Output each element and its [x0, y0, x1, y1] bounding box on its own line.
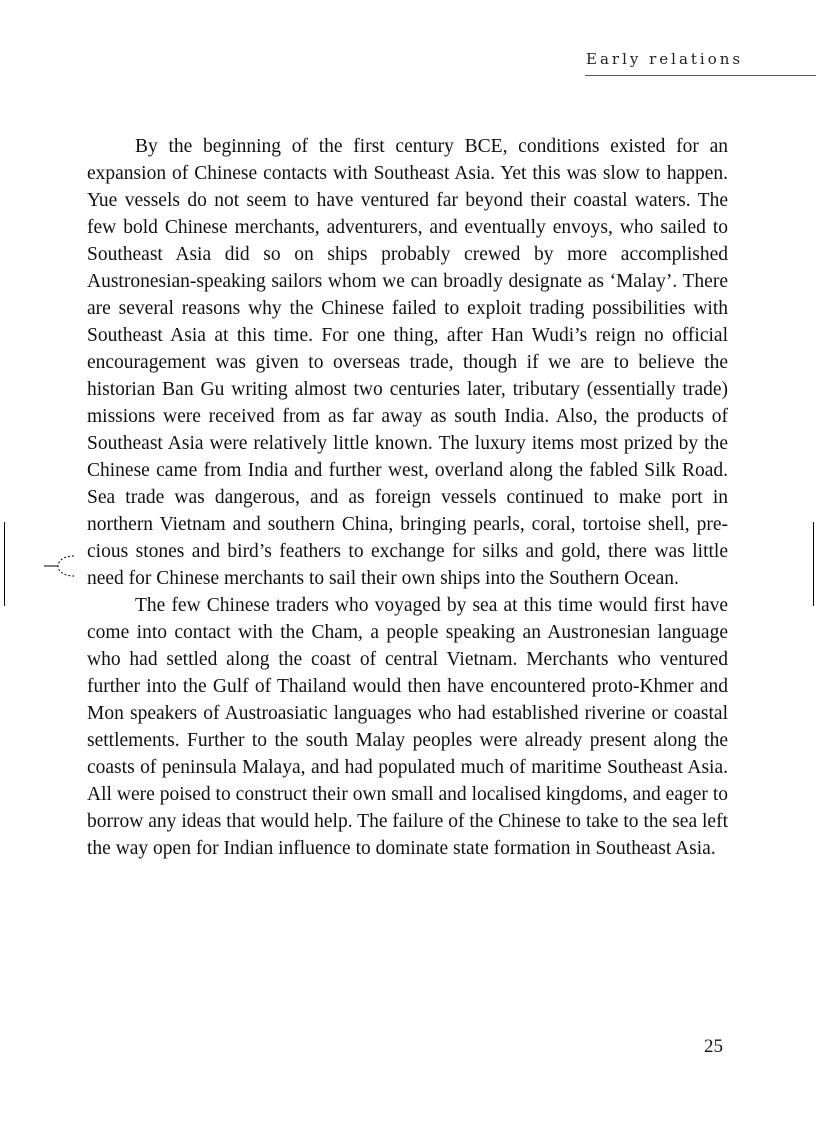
paragraph-1: By the beginning of the first century BCE, conditions existed for an expansion of Chinese contacts with Southeast Asia. Yet this was slow to happen. Yue vessels do not seem to have ventured far beyond their coastal waters. The few bold Chinese merchants, adventurers, and eventually envoys, who sailed to Southeast Asia did so on ships probably crewed by more accomplished Austronesian-speaking sailors whom we can broadly designate as ‘Malay’. There are several reasons why the Chinese failed to exploit trading possibilities with Southeast Asia at this time. For one thing, after Han Wudi’s reign no official encouragement was given to overseas trade, though if we are to believe the historian Ban Gu writing almost two centuries later, tributary (essentially trade) missions were received from as far away as south India. Also, the products of Southeast Asia were relatively little known. The luxury items most prized by the Chinese came from India and further west, overland along the fabled Silk Road. Sea trade was dangerous, and as foreign vessels continued to make port in northern Vietnam and southern China, bringing pearls, coral, tortoise shell, precious stones and bird’s feathers to exchange for silks and gold, there was little need for Chinese merchants to sail their own ships into the Southern Ocean. [87, 136, 728, 589]
right-crop-mark [813, 522, 814, 606]
header-rule [585, 75, 816, 76]
running-head: Early relations [586, 50, 744, 68]
body-text [87, 133, 728, 862]
left-crop-mark [4, 522, 5, 606]
registration-mark-icon [44, 550, 84, 582]
page-number: 25 [704, 1036, 723, 1057]
paragraph-2: The few Chinese traders who voyaged by sea at this time would first have come into contact with the Cham, a people speaking an Austronesian language who had settled along the coast of central Vietnam. Merchants who ventured further into the Gulf of Thailand would then have encountered proto-Khmer and Mon speakers of Austroasiatic languages who had established riverine or coastal settlements. Further to the south Malay peoples were already present along the coasts of peninsula Malaya, and had populated much of maritime Southeast Asia. All were poised to construct their own small and localised kingdoms, and eager to borrow any ideas that would help. The failure of the Chinese to take to the sea left the way open for Indian influence to dominate state formation in Southeast Asia. [87, 595, 728, 859]
